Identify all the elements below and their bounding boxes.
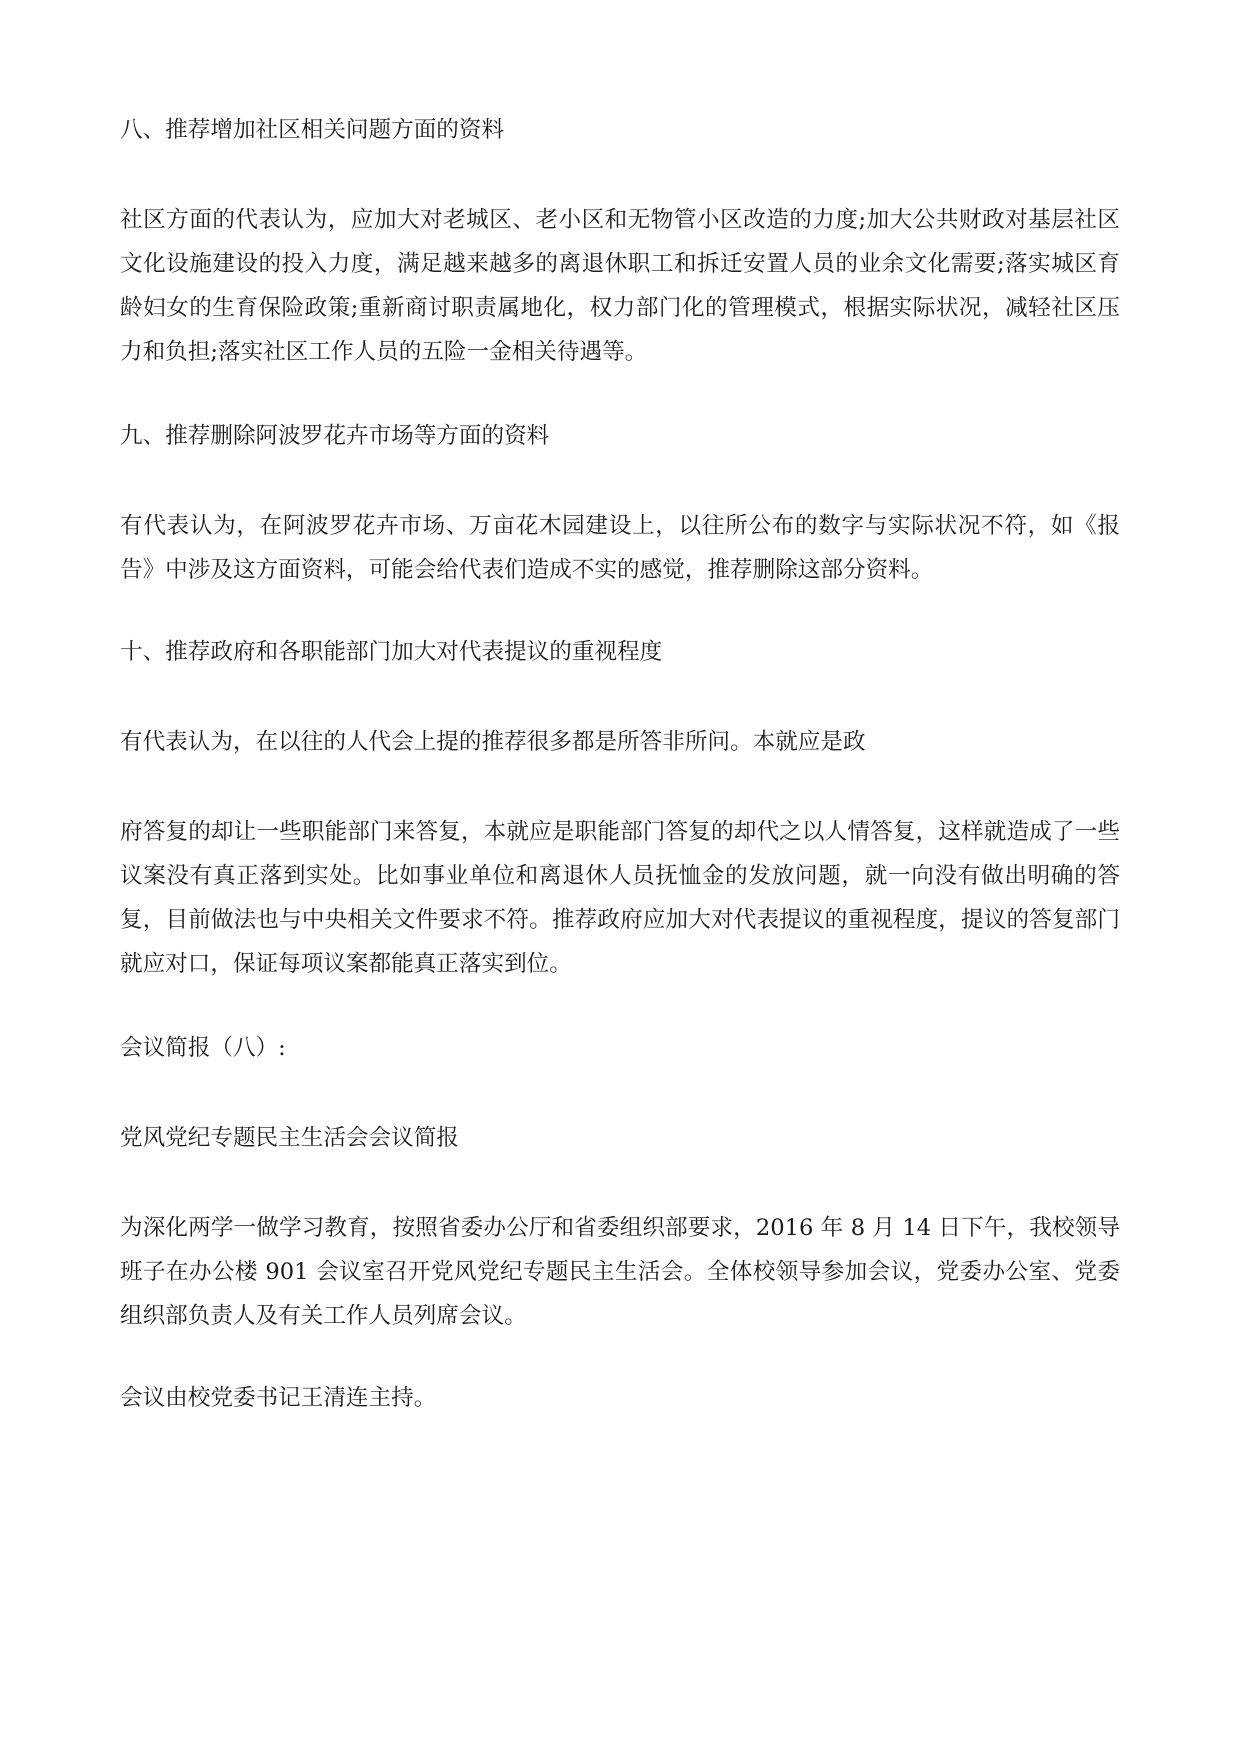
- paragraph-proposals-first-line: 有代表认为，在以往的人代会上提的推荐很多都是所答非所问。本就应是政: [120, 729, 866, 755]
- paragraph-apollo-market: 有代表认为，在阿波罗花卉市场、万亩花木园建设上，以往所公布的数字与实际状况不符，如《报告》中涉及这方面资料，可能会给代表们造成不实的感觉，推荐删除这部分资料。: [120, 513, 1120, 583]
- section-heading-9: 九、推荐删除阿波罗花卉市场等方面的资料: [120, 423, 550, 449]
- paragraph-meeting-host: 会议由校党委书记王清连主持。: [120, 1385, 437, 1411]
- briefing-title: 党风党纪专题民主生活会会议简报: [120, 1125, 459, 1151]
- paragraph-community: 社区方面的代表认为，应加大对老城区、老小区和无物管小区改造的力度;加大公共财政对基层社区文化设施建设的投入力度，满足越来越多的离退休职工和拆迁安置人员的业余文化需要;落实城区育龄妇女的生育保险政策;重新商讨职责属地化，权力部门化的管理模式，根据实际状况，减轻社区压力和负担;落实社区工作人员的五险一金相关待遇等。: [120, 207, 1120, 365]
- section-heading-10: 十、推荐政府和各职能部门加大对代表提议的重视程度: [120, 639, 663, 665]
- paragraph-meeting-intro: 为深化两学一做学习教育，按照省委办公厅和省委组织部要求，2016 年 8 月 14 日下午，我校领导班子在办公楼 901 会议室召开党风党纪专题民主生活会。全体校领导参加会议，党委办公室、党委组织部负责人及有关工作人员列席会议。: [120, 1215, 1120, 1329]
- section-heading-8: 八、推荐增加社区相关问题方面的资料: [120, 117, 505, 143]
- paragraph-proposals-continued: 府答复的却让一些职能部门来答复，本就应是职能部门答复的却代之以人情答复，这样就造成了一些议案没有真正落到实处。比如事业单位和离退休人员抚恤金的发放问题，就一向没有做出明确的答复，目前做法也与中央相关文件要求不符。推荐政府应加大对代表提议的重视程度，提议的答复部门就应对口，保证每项议案都能真正落实到位。: [120, 819, 1120, 977]
- briefing-label: 会议简报（八）:: [120, 1035, 286, 1061]
